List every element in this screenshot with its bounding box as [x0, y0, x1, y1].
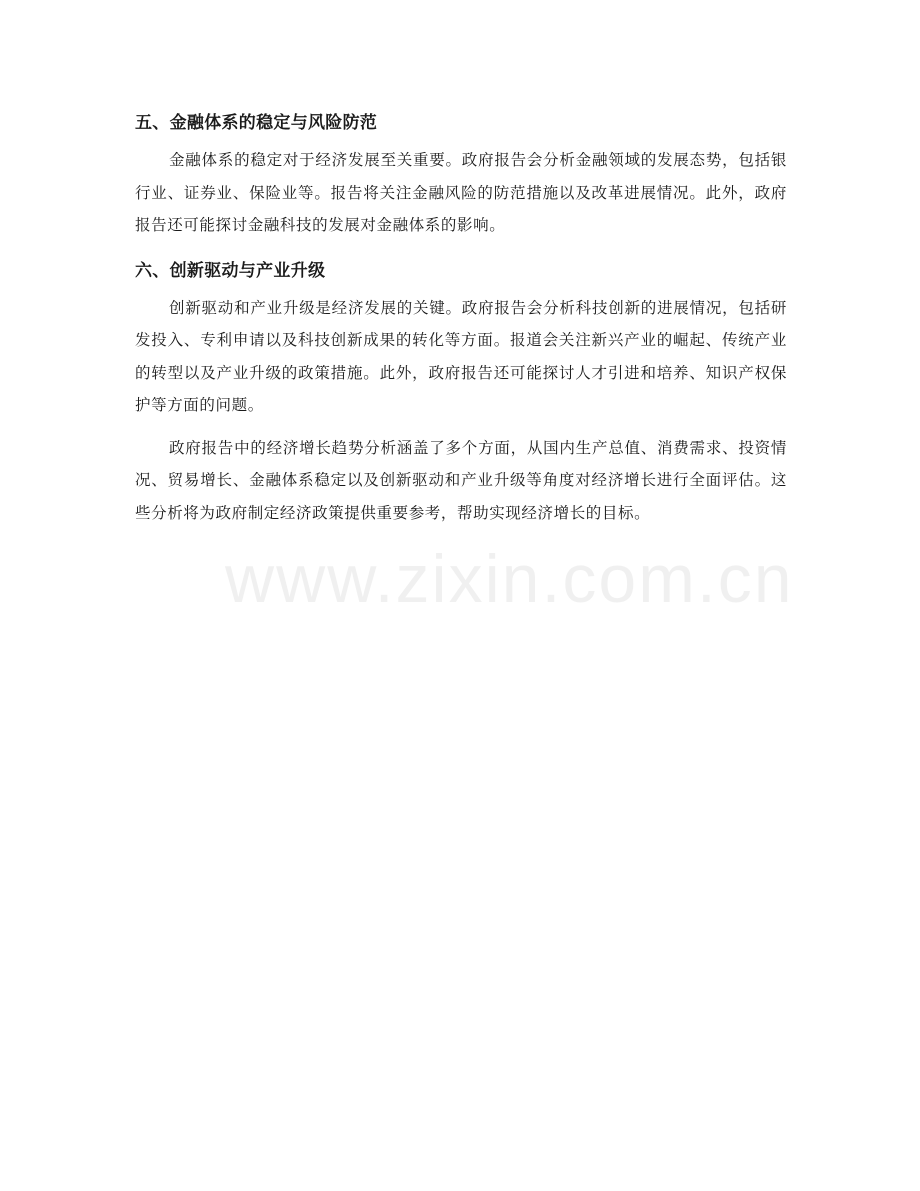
section-financial-stability	[135, 104, 787, 242]
watermark: www.zixin.com.cn	[225, 541, 794, 617]
paragraph: 创新驱动和产业升级是经济发展的关键。政府报告会分析科技创新的进展情况，包括研发投入、专利申请以及科技创新成果的转化等方面。报道会关注新兴产业的崛起、传统产业的转型以及产业升级的政策措施。此外，政府报告还可能探讨人才引进和培养、知识产权保护等方面的问题。	[135, 298, 787, 414]
section-heading: 六、创新驱动与产业升级	[135, 260, 326, 281]
paragraph: 政府报告中的经济增长趋势分析涵盖了多个方面，从国内生产总值、消费需求、投资情况、贸易增长、金融体系稳定以及创新驱动和产业升级等角度对经济增长进行全面评估。这些分析将为政府制定经济政策提供重要参考，帮助实现经济增长的目标。	[135, 438, 787, 522]
section-innovation-upgrade	[135, 252, 787, 530]
paragraph: 金融体系的稳定对于经济发展至关重要。政府报告会分析金融领域的发展态势，包括银行业、证券业、保险业等。报告将关注金融风险的防范措施以及改革进展情况。此外，政府报告还可能探讨金融科技的发展对金融体系的影响。	[135, 151, 787, 234]
section-heading: 五、金融体系的稳定与风险防范	[135, 113, 378, 133]
document-page	[135, 104, 787, 539]
